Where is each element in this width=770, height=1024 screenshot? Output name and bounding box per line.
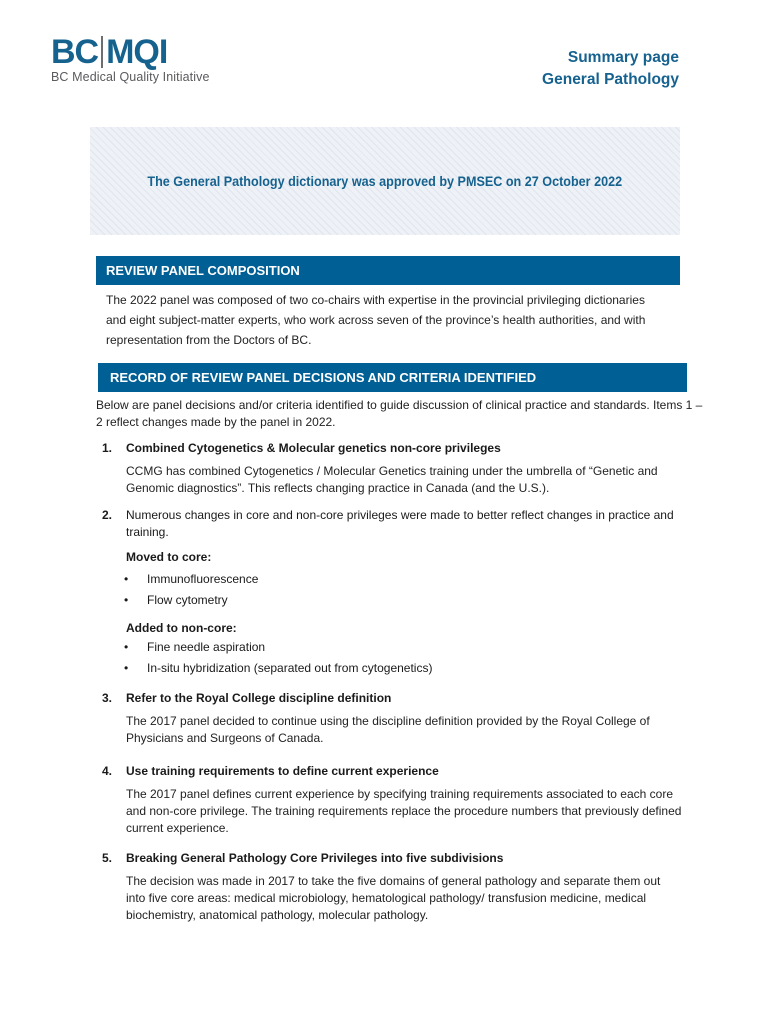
moved-to-core-list <box>102 569 682 611</box>
logo-bc: BC <box>51 33 99 71</box>
review-panel-text: The 2022 panel was composed of two co-chairs with expertise in the provincial privileging dictionaries and eight subject-matter experts, who work across seven of the province’s health authorities, and with representation from the Doctors of BC. <box>106 293 646 347</box>
approval-text: The General Pathology dictionary was approved by PMSEC on 27 October 2022 <box>147 173 623 189</box>
item-heading: Numerous changes in core and non-core privileges were made to better reflect changes in practice and training. <box>126 508 674 539</box>
list-item: • Immunofluorescence <box>102 569 682 590</box>
item-number: 5. <box>102 851 113 865</box>
item-body: The 2017 panel defines current experience by specifying training requirements associated to each core and non-core privilege. The training requirements replace the procedure numbers that previously defined current experience. <box>126 787 682 835</box>
decision-item-5 <box>102 850 682 924</box>
bullet-icon: • <box>124 661 129 675</box>
decision-item-4 <box>102 763 682 837</box>
list-item: • Fine needle aspiration <box>102 637 682 658</box>
item-number: 3. <box>102 691 113 705</box>
added-to-non-core-list <box>102 637 682 679</box>
decision-item-3 <box>102 690 682 747</box>
section-header-review-panel: REVIEW PANEL COMPOSITION <box>96 256 680 285</box>
logo-divider <box>101 36 103 68</box>
summary-line-2: General Pathology <box>542 71 679 88</box>
bcmqi-logo <box>51 33 210 84</box>
item-number: 2. <box>102 508 113 522</box>
bullet-icon: • <box>124 593 129 607</box>
decision-item-2 <box>102 507 682 679</box>
logo-mqi: MQI <box>106 33 168 71</box>
decision-item-1 <box>102 440 682 497</box>
bullet-icon: • <box>124 572 129 586</box>
item-heading: Breaking General Pathology Core Privileges into five subdivisions <box>126 851 504 865</box>
logo-subtitle: BC Medical Quality Initiative <box>51 70 210 84</box>
approval-banner <box>90 127 680 235</box>
logo-mark <box>51 33 210 71</box>
summary-line-1: Summary page <box>567 49 679 66</box>
item-body: CCMG has combined Cytogenetics / Molecular Genetics training under the umbrella of “Genetic and Genomic diagnostics”. This reflects changing practice in Canada (and the U.S.). <box>126 464 658 495</box>
item-body: The 2017 panel decided to continue using the discipline definition provided by the Royal College of Physicians and Surgeons of Canada. <box>126 714 650 745</box>
added-to-non-core-label: Added to non-core: <box>126 621 237 635</box>
item-number: 4. <box>102 764 113 778</box>
summary-heading <box>542 47 679 91</box>
decisions-intro: Below are panel decisions and/or criteria identified to guide discussion of clinical practice and standards. Items 1 – 2 reflect changes made by the panel in 2022. <box>96 398 703 429</box>
list-item: • Flow cytometry <box>102 590 682 611</box>
item-heading: Use training requirements to define current experience <box>126 764 439 778</box>
moved-to-core-label: Moved to core: <box>126 550 212 564</box>
bullet-icon: • <box>124 640 129 654</box>
item-number: 1. <box>102 441 113 455</box>
section-header-decisions: RECORD OF REVIEW PANEL DECISIONS AND CRITERIA IDENTIFIED <box>98 363 687 392</box>
item-heading: Combined Cytogenetics & Molecular genetics non-core privileges <box>126 441 501 455</box>
item-body: The decision was made in 2017 to take the five domains of general pathology and separate them out into five core areas: medical microbiology, hematological pathology/ transfusion medicine, medical biochemistry, anatomical pathology, molecular pathology. <box>126 874 661 922</box>
item-heading: Refer to the Royal College discipline definition <box>126 691 392 705</box>
list-item: • In-situ hybridization (separated out from cytogenetics) <box>102 658 682 679</box>
